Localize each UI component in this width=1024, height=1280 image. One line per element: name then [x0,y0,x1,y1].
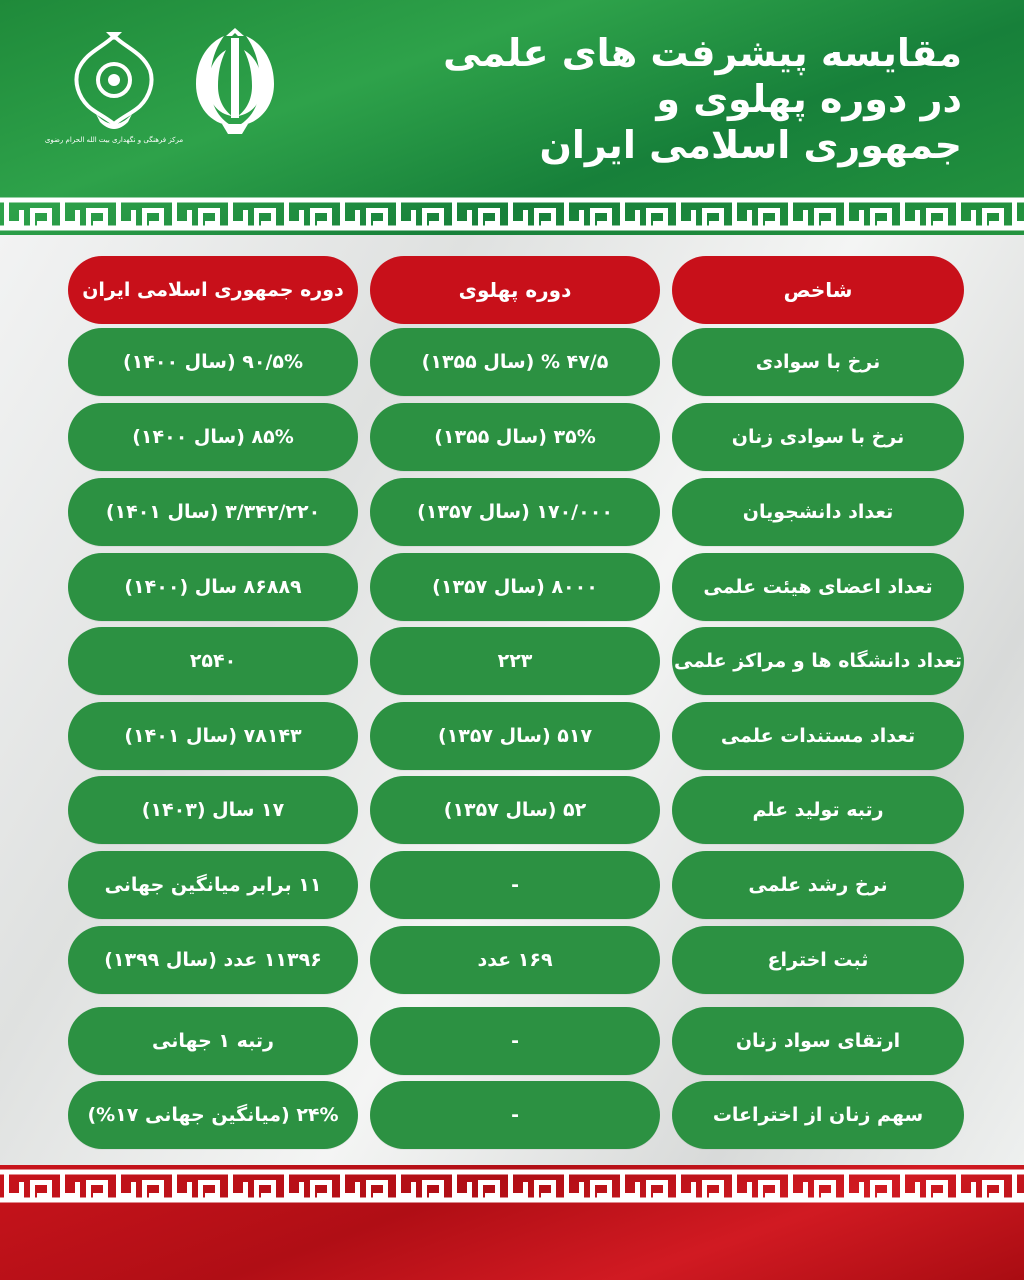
row-pahlavi-cell: ۱۷۰/۰۰۰ (سال ۱۳۵۷) [370,478,660,546]
row-islamic-republic-cell: ۱۷ سال (۱۴۰۳) [68,776,358,844]
row-pahlavi-cell: - [370,1007,660,1075]
row-indicator-cell: تعداد مستندات علمی [672,702,964,770]
row-islamic-republic-cell: ۷۸۱۴۳ (سال ۱۴۰۱) [68,702,358,770]
header-pahlavi: دوره پهلوی [370,256,660,324]
row-indicator-cell: نرخ با سوادی [672,328,964,396]
row-islamic-republic-cell: ۱۱۳۹۶ عدد (سال ۱۳۹۹) [68,926,358,994]
kufic-pattern-top-icon [0,192,1024,232]
kufic-pattern-bottom-icon [0,1168,1024,1208]
row-indicator-cell: تعداد دانشگاه ها و مراکز علمی [672,627,964,695]
row-pahlavi-cell: - [370,851,660,919]
row-pahlavi-cell: ۲۲۳ [370,627,660,695]
row-indicator-cell: تعداد اعضای هیئت علمی [672,553,964,621]
row-pahlavi-cell: ۸۰۰۰ (سال ۱۳۵۷) [370,553,660,621]
row-pahlavi-cell: ۴۷/۵ % (سال ۱۳۵۵) [370,328,660,396]
row-indicator-cell: تعداد دانشجویان [672,478,964,546]
title-line-2: در دوره پهلوی و [656,77,962,121]
row-indicator-cell: نرخ با سوادی زنان [672,403,964,471]
page-title [442,30,962,168]
row-islamic-republic-cell: ۸۶۸۸۹ سال (۱۴۰۰) [68,553,358,621]
row-pahlavi-cell: ۵۱۷ (سال ۱۳۵۷) [370,702,660,770]
row-islamic-republic-cell: ۸۵% (سال ۱۴۰۰) [68,403,358,471]
row-islamic-republic-cell: ۲۴% (میانگین جهانی ۱۷%) [68,1081,358,1149]
row-indicator-cell: نرخ رشد علمی [672,851,964,919]
iran-emblem-logo [176,28,294,140]
kufic-pattern-bottom [0,1168,1024,1208]
row-islamic-republic-cell: ۹۰/۵% (سال ۱۴۰۰) [68,328,358,396]
row-islamic-republic-cell: ۳/۳۴۲/۲۲۰ (سال ۱۴۰۱) [68,478,358,546]
organization-emblem-icon [44,30,184,150]
row-indicator-cell: ارتقای سواد زنان [672,1007,964,1075]
header-indicator: شاخص [672,256,964,324]
row-indicator-cell: ثبت اختراع [672,926,964,994]
row-pahlavi-cell: ۳۵% (سال ۱۳۵۵) [370,403,660,471]
row-indicator-cell: سهم زنان از اختراعات [672,1081,964,1149]
iran-emblem-icon [176,28,294,140]
title-line-3: جمهوری اسلامی ایران [539,123,962,167]
row-islamic-republic-cell: ۱۱ برابر میانگین جهانی [68,851,358,919]
kufic-pattern-top [0,192,1024,232]
row-pahlavi-cell: - [370,1081,660,1149]
row-islamic-republic-cell: ۲۵۴۰ [68,627,358,695]
row-pahlavi-cell: ۵۲ (سال ۱۳۵۷) [370,776,660,844]
organization-caption: مرکز فرهنگی و نگهداری بیت الله الحرام رضوی [44,136,184,144]
title-line-1: مقایسه پیشرفت های علمی [443,31,962,75]
row-islamic-republic-cell: رتبه ۱ جهانی [68,1007,358,1075]
row-pahlavi-cell: ۱۶۹ عدد [370,926,660,994]
row-indicator-cell: رتبه تولید علم [672,776,964,844]
organization-logo [44,30,184,150]
header-islamic-republic: دوره جمهوری اسلامی ایران [68,256,358,324]
